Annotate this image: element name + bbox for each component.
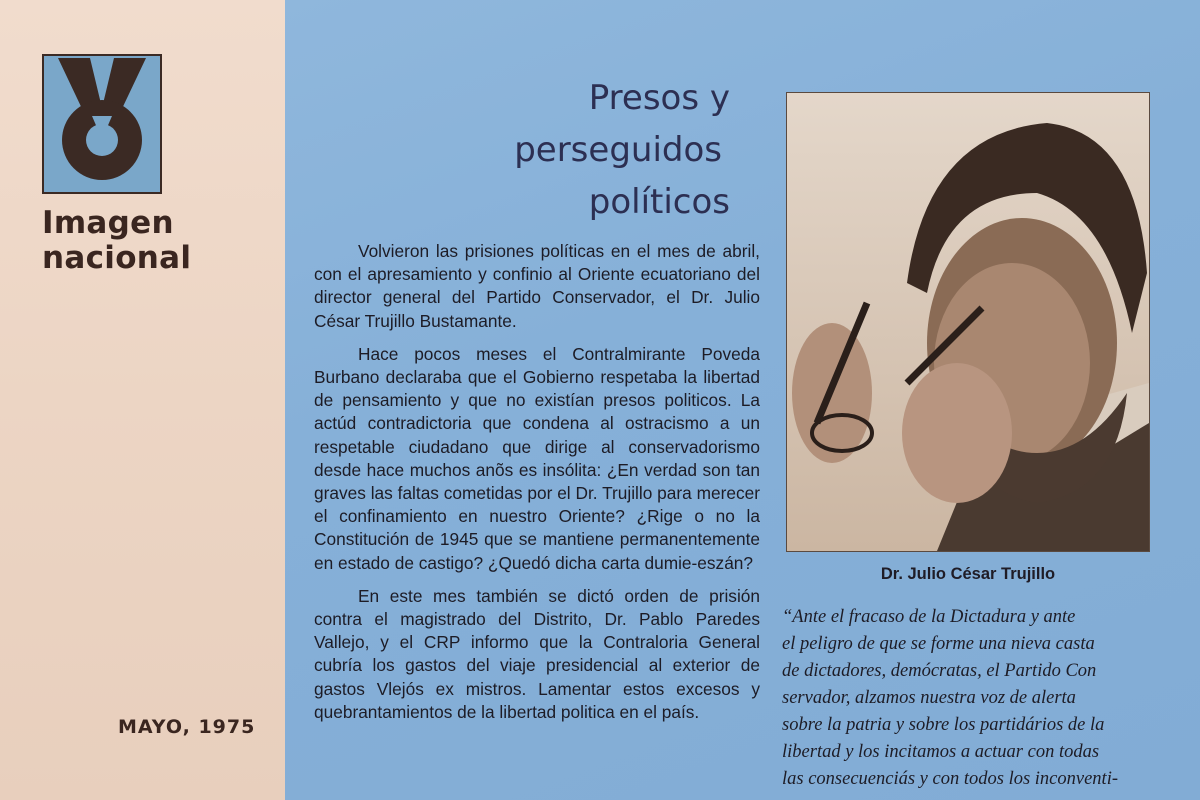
article-body	[314, 240, 760, 734]
portrait-illustration	[787, 93, 1149, 551]
body-paragraph-2: Hace pocos meses el Contralmirante Poveda Burbano declaraba que el Gobierno respetaba la libertad de pensamiento y que no existían presos politicos. La actúd contradictoria que condena al ostracismo a un respetable ciudadano que dirige al conservadorismo desde hace muchos anõs es insólita: ¿En verdad son tan graves las faltas cometidas por el Dr. Trujillo para merecer el confinamiento en nuestro Oriente? ¿Rige o no la Constitución de 1945 que se mantiene permanentemente en estado de castigo? ¿Quedó dicha carta dumie-eszán?	[314, 343, 760, 573]
issue-date: MAYO, 1975	[118, 716, 256, 738]
quote-line: el peligro de que se forme una nieva casta	[782, 634, 1095, 654]
quote-line: las consecuenciás y con todos los inconventi-	[782, 769, 1118, 789]
pull-quote	[782, 604, 1154, 793]
article-title	[430, 72, 730, 228]
quote-line: libertad y los incitamos a actuar con todas	[782, 742, 1100, 762]
brand-name	[42, 206, 191, 276]
brand-line-2: nacional	[42, 240, 192, 276]
body-paragraph-3: En este mes también se dictó orden de prisión contra el magistrado del Distrito, Dr. Pablo Paredes Vallejo, y el CRP informo que la Contraloria General cubría los gastos del viaje presidencial al exterior de gastos Vlejós ex mistros. Lamentar estos excesos y quebrantamientos de la libertad politica en el país.	[314, 585, 760, 722]
title-line-3: políticos	[588, 182, 730, 222]
brand-line-1: Imagen	[42, 205, 174, 241]
title-line-1: Presos y	[588, 78, 730, 118]
body-paragraph-1: Volvieron las prisiones políticas en el mes de abril, con el apresamiento y confinio al Oriente ecuatoriano del director general del Partido Conservador, el Dr. Julio César Trujillo Bustamante.	[314, 241, 760, 331]
vo-logo-mark	[44, 56, 160, 192]
title-line-2: perseguidos	[514, 130, 722, 170]
vo-logo	[42, 54, 162, 194]
quote-line: servador, alzamos nuestra voz de alerta	[782, 688, 1076, 708]
quote-line: de dictadores, demócratas, el Partido Con	[782, 661, 1097, 681]
quote-line: sobre la patria y sobre los partidários de la	[782, 715, 1105, 735]
photo-caption: Dr. Julio César Trujillo	[880, 565, 1056, 583]
quote-line: “Ante el fracaso de la Dictadura y ante	[782, 607, 1076, 627]
portrait-photo	[786, 92, 1150, 552]
